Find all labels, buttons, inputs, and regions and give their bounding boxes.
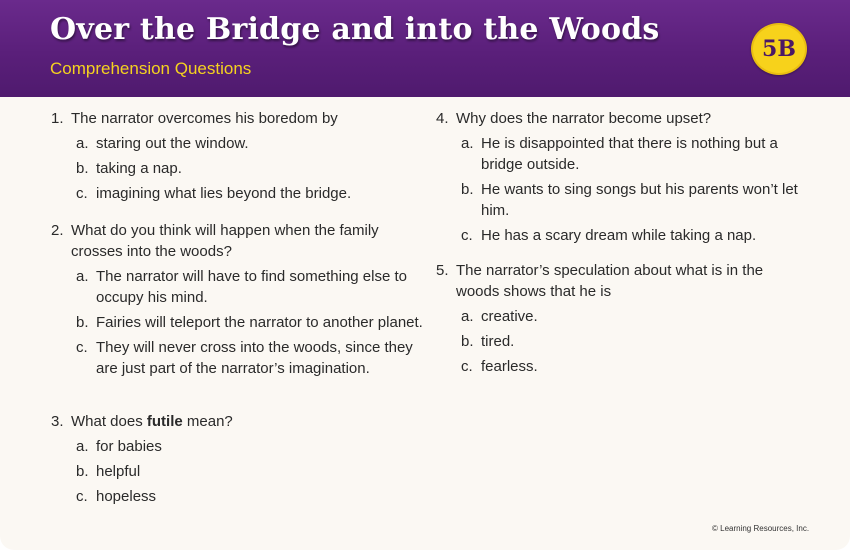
option-letter: a. [76,438,89,455]
option-letter: c. [76,488,88,505]
option-letter: c. [76,185,88,202]
question-4 [436,108,804,246]
answer-option [76,436,426,457]
option-letter: c. [76,339,88,356]
answer-option [461,356,804,377]
question-5 [436,260,804,377]
card-number-badge [751,23,807,75]
page-subtitle: Comprehension Questions [50,59,252,78]
option-letter: b. [76,463,89,480]
badge-label: 5B [762,36,796,62]
option-letter: b. [76,160,89,177]
page-title: Over the Bridge and into the Woods [50,12,660,47]
option-letter: a. [461,135,474,152]
option-letter: b. [461,181,474,198]
answer-option [76,158,426,179]
question-1 [51,108,426,204]
answer-option [76,266,426,308]
option-text: He wants to sing songs but his parents won’t let him. [481,181,798,219]
option-letter: a. [461,308,474,325]
question-number: 1. [51,110,64,127]
question-number: 4. [436,110,449,127]
option-text: tired. [481,333,515,350]
option-text: taking a nap. [96,160,182,177]
option-text: He has a scary dream while taking a nap. [481,227,757,244]
option-letter: c. [461,358,473,375]
answer-option [461,306,804,327]
question-number: 2. [51,222,64,239]
answer-option [461,331,804,352]
answer-option [461,225,804,246]
question-text: The narrator overcomes his boredom by [71,110,338,127]
option-text: creative. [481,308,538,325]
option-text: Fairies will teleport the narrator to another planet. [96,314,423,331]
question-3 [51,411,426,507]
option-text: for babies [96,438,162,455]
answer-option [76,133,426,154]
option-letter: b. [461,333,474,350]
option-text: hopeless [96,488,157,505]
option-text: fearless. [481,358,538,375]
option-letter: b. [76,314,89,331]
answer-option [76,461,426,482]
vocabulary-word: futile [146,413,183,430]
answer-option [76,312,426,333]
answer-option [461,179,804,221]
option-text: He is disappointed that there is nothing but a bridge outside. [481,135,778,173]
option-letter: a. [76,268,89,285]
question-2 [51,220,426,379]
option-text: The narrator will have to find something else to occupy his mind. [96,268,407,306]
option-text: imagining what lies beyond the bridge. [96,185,352,202]
question-number: 3. [51,413,64,430]
answer-option [76,486,426,507]
option-text: They will never cross into the woods, since they are just part of the narrator’s imagination. [96,339,413,377]
card-header [0,0,850,97]
question-text [71,411,426,432]
option-letter: a. [76,135,89,152]
answer-option [76,337,426,379]
option-text: staring out the window. [96,135,249,152]
question-text-start: What does [71,413,147,430]
question-text: The narrator’s speculation about what is in the woods shows that he is [456,262,764,300]
option-text: helpful [96,463,141,480]
option-letter: c. [461,227,473,244]
question-text: What do you think will happen when the family crosses into the woods? [71,222,379,260]
answer-option [461,133,804,175]
question-text-end: mean? [182,413,233,430]
copyright-notice: © Learning Resources, Inc. [712,524,810,533]
question-text: Why does the narrator become upset? [456,110,712,127]
answer-option [76,183,426,204]
question-number: 5. [436,262,449,279]
